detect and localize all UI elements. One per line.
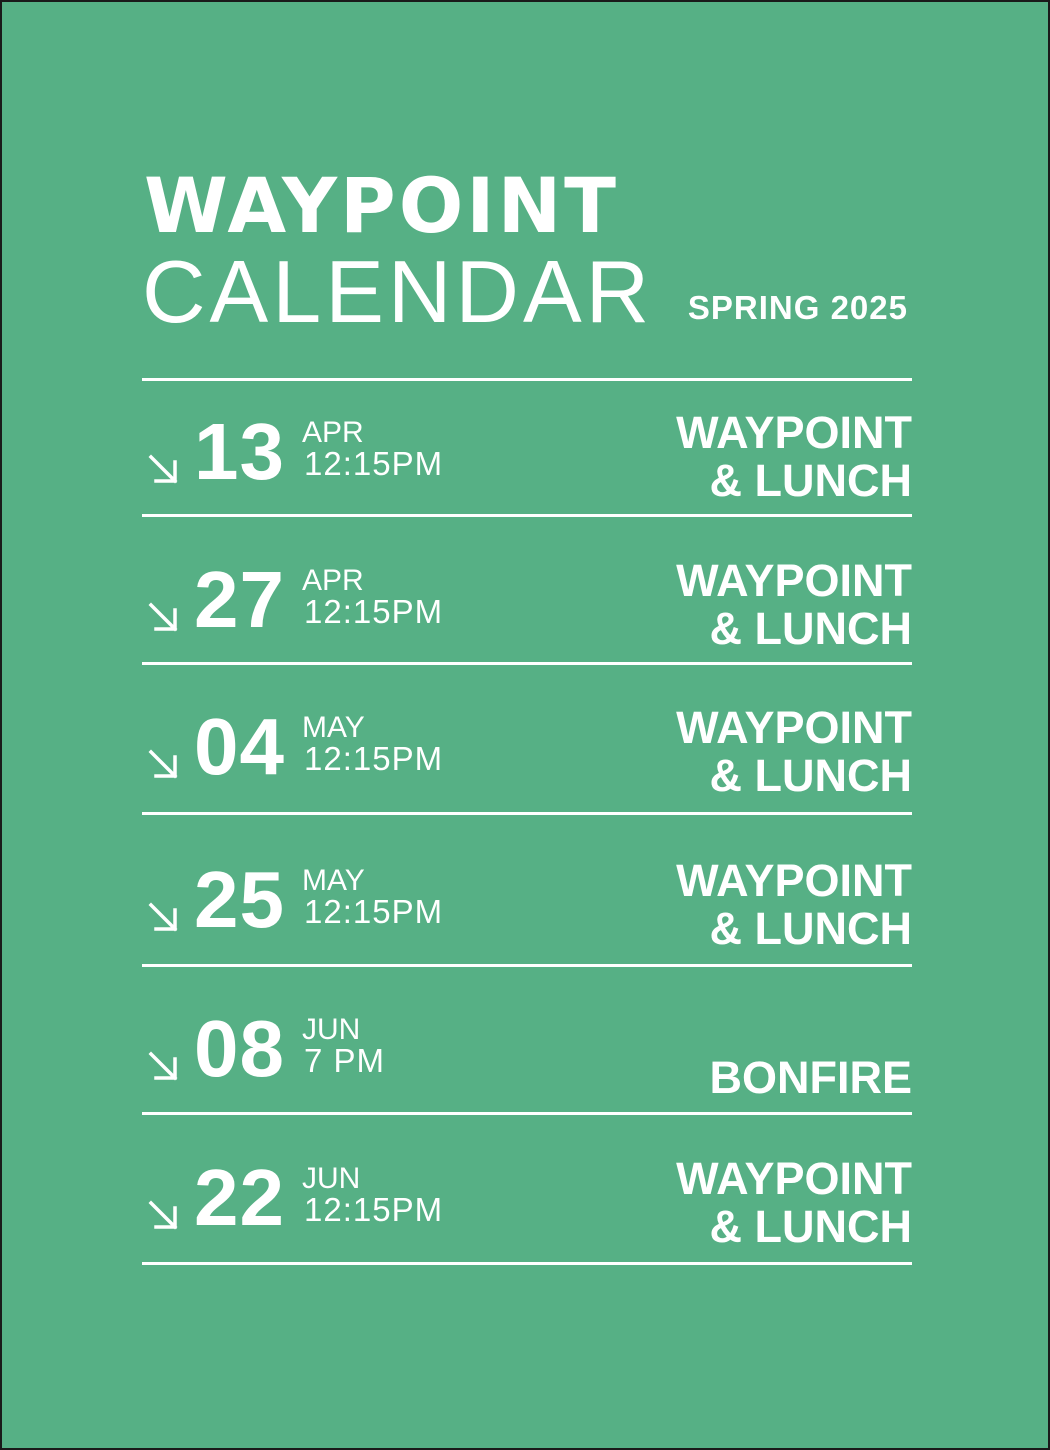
title-line-light: CALENDAR (142, 242, 654, 341)
event-day: 27 (194, 555, 285, 644)
event-title-line1: WAYPOINT (676, 855, 912, 906)
event-month: MAY (302, 864, 365, 897)
season-label: SPRING 2025 (687, 289, 908, 326)
arrow-down-right-icon (146, 1048, 182, 1084)
event-title-line1: WAYPOINT (676, 555, 912, 606)
event-divider (142, 964, 912, 967)
event-day: 04 (194, 702, 285, 791)
arrow-down-right-icon (146, 899, 182, 935)
event-row (142, 704, 912, 844)
event-time: 12:15PM (304, 740, 444, 777)
arrow-down-right-icon (146, 451, 182, 487)
event-divider (142, 1112, 912, 1115)
event-row (142, 409, 912, 549)
event-title-line2: & LUNCH (709, 603, 912, 654)
event-day: 25 (194, 855, 285, 944)
event-title (582, 857, 912, 953)
event-time: 12:15PM (304, 1191, 444, 1228)
event-month: JUN (302, 1013, 361, 1046)
event-time: 12:15PM (304, 893, 444, 930)
event-title-line2: & LUNCH (709, 903, 912, 954)
arrow-down-right-icon (146, 746, 182, 782)
event-month: MAY (302, 711, 365, 744)
event-day: 13 (194, 407, 285, 496)
event-title (582, 409, 912, 505)
title-line-bold: WAYPOINT (144, 161, 620, 250)
arrow-down-right-icon (146, 1197, 182, 1233)
arrow-down-right-icon (146, 599, 182, 635)
event-time: 7 PM (304, 1042, 386, 1079)
event-title-line2: BONFIRE (709, 1052, 912, 1103)
event-day: 08 (194, 1004, 285, 1093)
event-month: JUN (302, 1162, 361, 1195)
event-title (582, 1006, 912, 1102)
event-title (582, 704, 912, 800)
event-row (142, 857, 912, 997)
event-title (582, 557, 912, 653)
event-row (142, 1006, 912, 1146)
event-title-line2: & LUNCH (709, 1201, 912, 1252)
event-row (142, 557, 912, 697)
event-divider (142, 662, 912, 665)
event-list (2, 2, 1048, 1448)
event-day: 22 (194, 1153, 285, 1242)
event-title-line2: & LUNCH (709, 750, 912, 801)
event-title-line1: WAYPOINT (676, 1153, 912, 1204)
event-divider (142, 1262, 912, 1265)
event-divider (142, 812, 912, 815)
event-time: 12:15PM (304, 445, 444, 482)
event-title-line1: WAYPOINT (676, 407, 912, 458)
event-time: 12:15PM (304, 593, 444, 630)
event-month: APR (302, 564, 364, 597)
event-title-line2: & LUNCH (709, 455, 912, 506)
event-row (142, 1155, 912, 1295)
event-month: APR (302, 416, 364, 449)
event-title-line1: WAYPOINT (676, 702, 912, 753)
event-divider (142, 514, 912, 517)
event-title (582, 1155, 912, 1251)
